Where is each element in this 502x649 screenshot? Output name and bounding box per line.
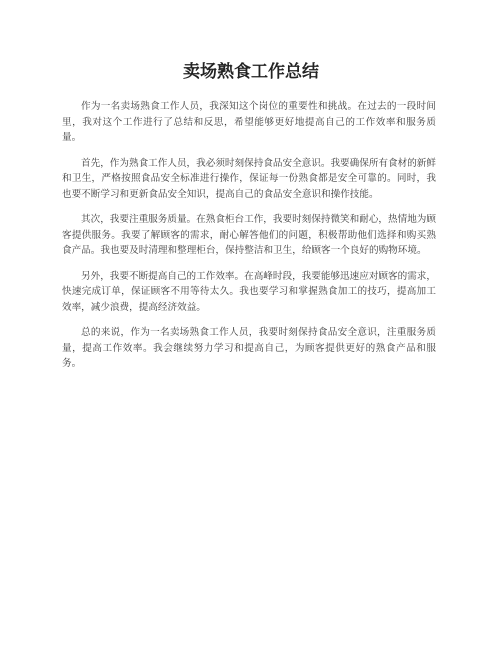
- paragraph-2: 首先，作为熟食工作人员，我必须时刻保持食品安全意识。我要确保所有食材的新鲜和卫生，严格按照食品安全标准进行操作，保证每一份熟食都是安全可靠的。同时，我也要不断学习和更新食品安全知识，提高自己的食品安全意识和操作技能。: [62, 157, 436, 200]
- paragraph-4: 另外，我要不断提高自己的工作效率。在高峰时段，我要能够迅速应对顾客的需求，快速完成订单，保证顾客不用等待太久。我也要学习和掌握熟食加工的技巧，提高加工效率，减少浪费，提高经济效益。: [62, 270, 436, 313]
- paragraph-3: 其次，我要注重服务质量。在熟食柜台工作，我要时刻保持微笑和耐心，热情地为顾客提供服务。我要了解顾客的需求，耐心解答他们的问题，积极帮助他们选择和购买熟食产品。我也要及时清理和整理柜台，保持整洁和卫生，给顾客一个良好的购物环境。: [62, 214, 436, 256]
- paragraph-1: 作为一名卖场熟食工作人员，我深知这个岗位的重要性和挑战。在过去的一段时间里，我对这个工作进行了总结和反思，希望能够更好地提高自己的工作效率和服务质量。: [62, 101, 436, 143]
- document-title: 卖场熟食工作总结: [183, 62, 319, 82]
- paragraph-5: 总的来说，作为一名卖场熟食工作人员，我要时刻保持食品安全意识，注重服务质量，提高工作效率。我会继续努力学习和提高自己，为顾客提供更好的熟食产品和服务。: [62, 327, 436, 369]
- document-body: [62, 99, 436, 382]
